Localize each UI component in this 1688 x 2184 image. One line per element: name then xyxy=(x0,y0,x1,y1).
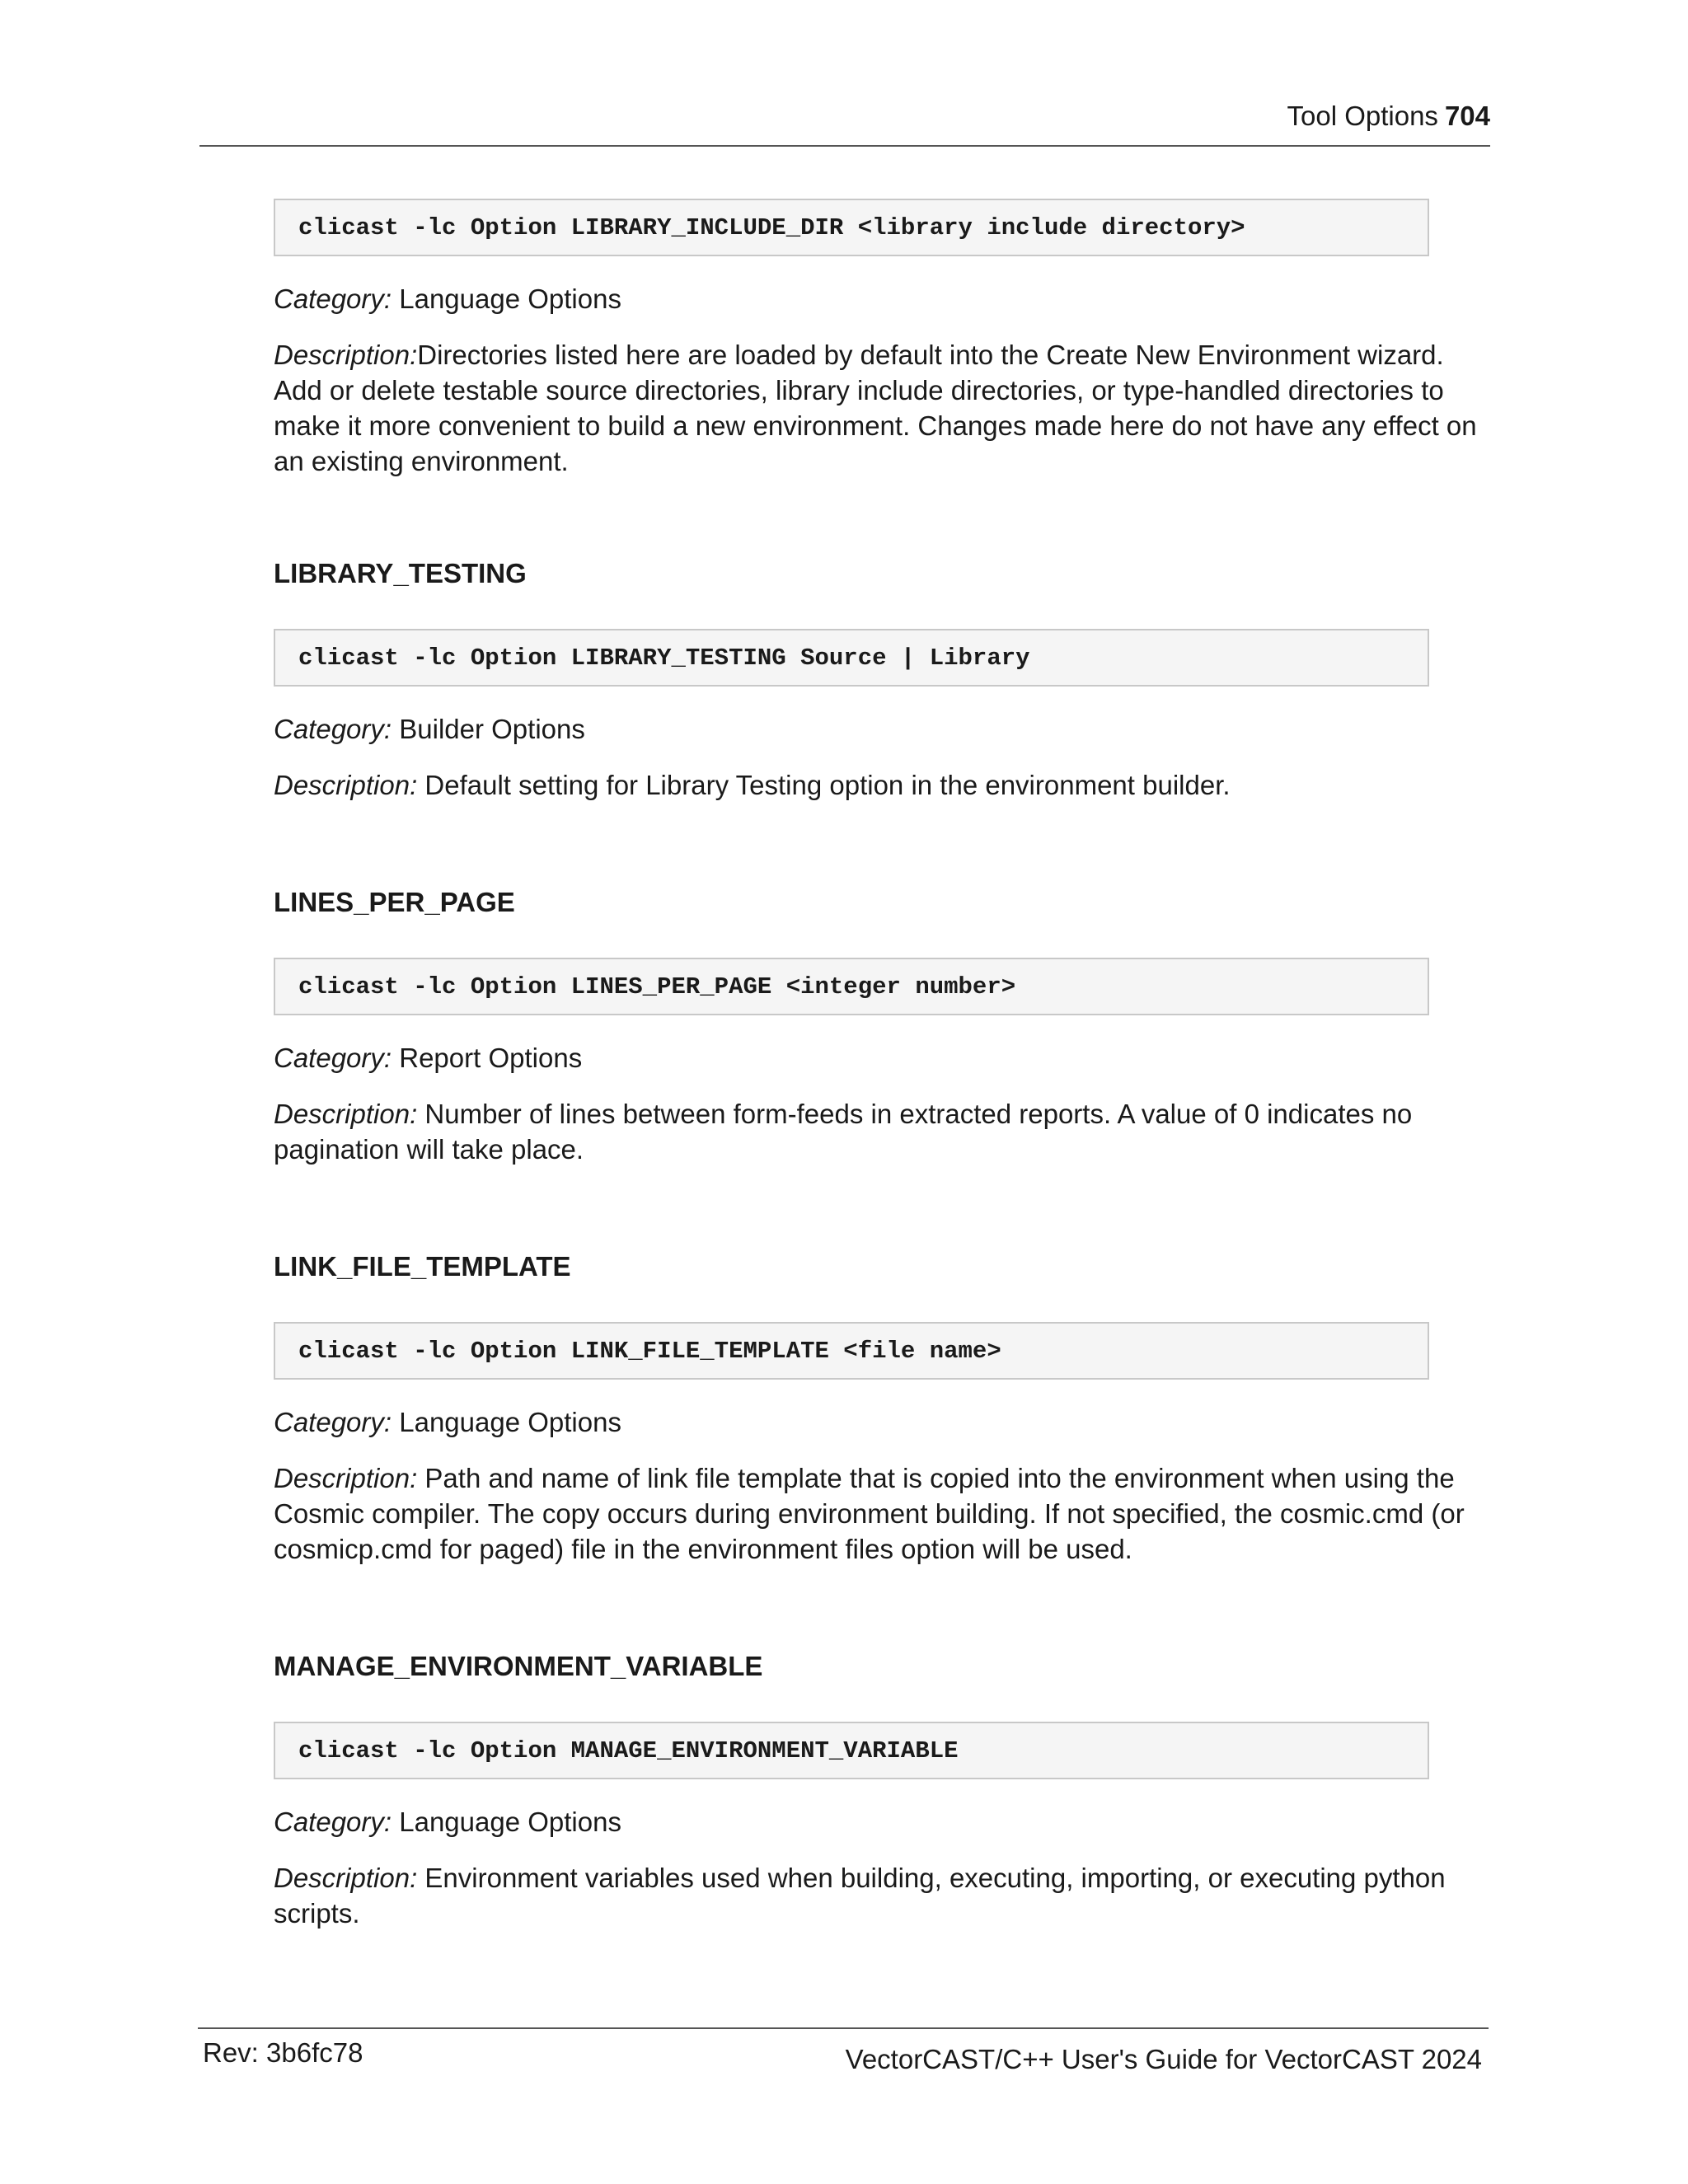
option-entry xyxy=(274,1253,1490,1567)
description-label: Description: xyxy=(274,340,418,370)
option-entry xyxy=(274,199,1490,479)
description-label: Description: xyxy=(274,770,418,800)
footer-divider xyxy=(198,2027,1489,2029)
category-line xyxy=(274,711,1490,747)
category-line xyxy=(274,1404,1490,1440)
category-line xyxy=(274,1804,1490,1840)
command-code-block: clicast -lc Option LINES_PER_PAGE <integer number> xyxy=(274,958,1429,1015)
category-label: Category: xyxy=(274,1043,392,1073)
description-text: Directories listed here are loaded by default into the Create New Environment wizard. Add or delete testable source directories, library include directories, or type-handled directories to make it more convenient to build a new environment. Changes made here do not have any effect on an existing environment. xyxy=(274,340,1477,476)
category-value: Language Options xyxy=(399,284,621,314)
description-paragraph xyxy=(274,1860,1490,1931)
description-text: Number of lines between form-feeds in extracted reports. A value of 0 indicates no pagination will take place. xyxy=(274,1099,1413,1165)
command-code-block: clicast -lc Option MANAGE_ENVIRONMENT_VARIABLE xyxy=(274,1722,1429,1779)
category-value: Builder Options xyxy=(399,714,585,744)
option-entry xyxy=(274,888,1490,1167)
footer-guide-title: VectorCAST/C++ User's Guide for VectorCAST 2024 xyxy=(845,2044,1482,2074)
category-value: Language Options xyxy=(399,1807,621,1837)
description-label: Description: xyxy=(274,1463,418,1493)
option-heading: MANAGE_ENVIRONMENT_VARIABLE xyxy=(274,1651,763,1681)
option-heading: LIBRARY_TESTING xyxy=(274,558,527,588)
description-paragraph xyxy=(274,337,1490,479)
category-line xyxy=(274,1040,1490,1076)
description-text: Default setting for Library Testing option in the environment builder. xyxy=(424,770,1231,800)
option-heading: LINES_PER_PAGE xyxy=(274,887,515,917)
option-entry xyxy=(274,560,1490,803)
command-code-block: clicast -lc Option LIBRARY_INCLUDE_DIR <library include directory> xyxy=(274,199,1429,256)
category-label: Category: xyxy=(274,284,392,314)
description-text: Path and name of link file template that is copied into the environment when using the Cosmic compiler. The copy occurs during environment building. If not specified, the cosmic.cmd (or cosmicp.cmd for paged) file in the environment files option will be used. xyxy=(274,1463,1465,1564)
category-value: Report Options xyxy=(399,1043,583,1073)
description-paragraph xyxy=(274,767,1490,803)
category-label: Category: xyxy=(274,714,392,744)
command-code-block: clicast -lc Option LIBRARY_TESTING Source | Library xyxy=(274,629,1429,687)
category-label: Category: xyxy=(274,1407,392,1437)
option-heading: LINK_FILE_TEMPLATE xyxy=(274,1251,571,1282)
footer-revision: Rev: 3b6fc78 xyxy=(203,2037,363,2068)
description-label: Description: xyxy=(274,1099,418,1129)
page-content xyxy=(274,199,1490,1931)
description-text: Environment variables used when building, executing, importing, or executing python scripts. xyxy=(274,1863,1446,1929)
description-label: Description: xyxy=(274,1863,418,1893)
description-paragraph xyxy=(274,1096,1490,1167)
command-code-block: clicast -lc Option LINK_FILE_TEMPLATE <file name> xyxy=(274,1322,1429,1380)
page-header xyxy=(199,102,1490,147)
category-value: Language Options xyxy=(399,1407,621,1437)
description-paragraph xyxy=(274,1460,1490,1567)
header-section-title: Tool Options xyxy=(1287,101,1438,131)
page-number: 704 xyxy=(1444,101,1490,131)
category-label: Category: xyxy=(274,1807,392,1837)
category-line xyxy=(274,281,1490,316)
option-entry xyxy=(274,1652,1490,1931)
